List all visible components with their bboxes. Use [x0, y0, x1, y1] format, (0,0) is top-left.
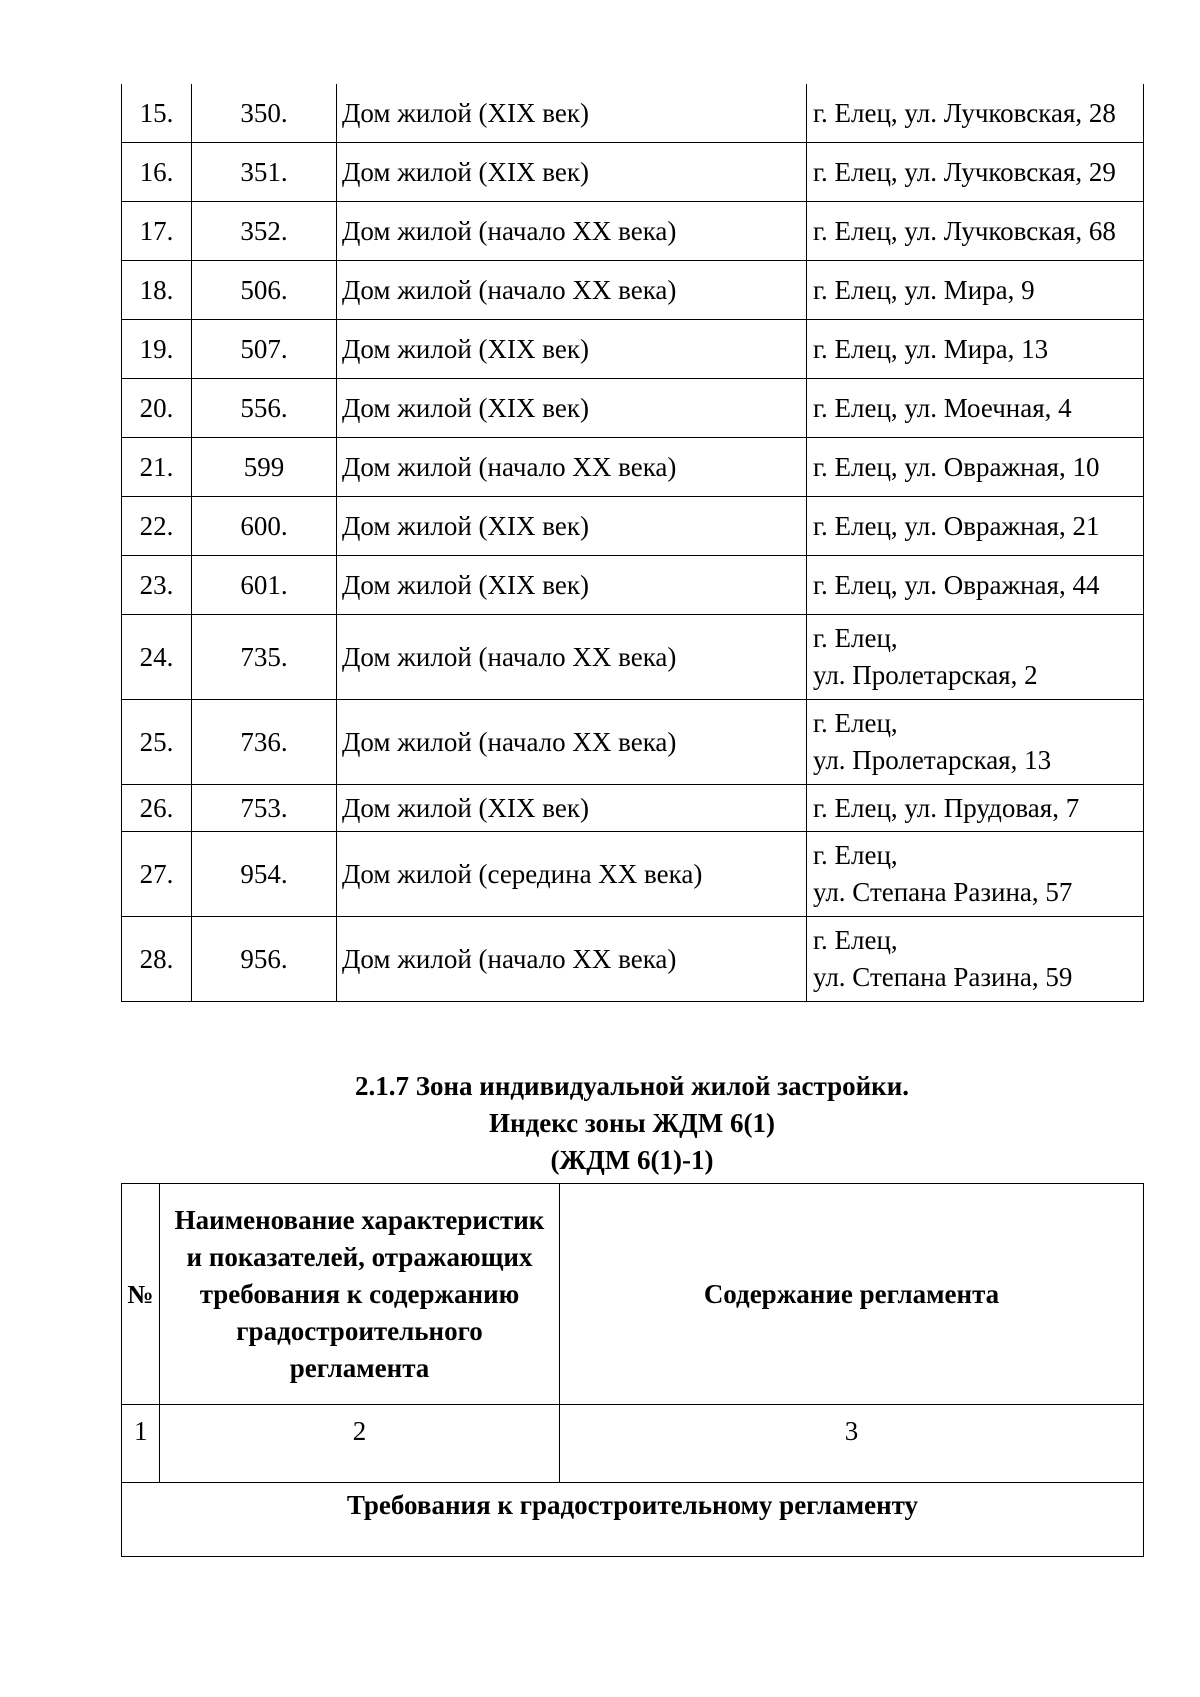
- row-number: 27.: [122, 832, 192, 917]
- address-line: г. Елец,: [813, 840, 898, 870]
- object-name: Дом жилой (середина XX века): [337, 832, 807, 917]
- table-row: [122, 785, 1144, 832]
- object-name: Дом жилой (начало XX века): [337, 615, 807, 700]
- header-number: №: [122, 1184, 160, 1405]
- object-address: [807, 917, 1144, 1002]
- address-line: г. Елец, ул. Овражная, 44: [813, 569, 1100, 600]
- object-name: Дом жилой (XIX век): [337, 84, 807, 143]
- table-row: [122, 438, 1144, 497]
- requirements-row: [122, 1483, 1144, 1557]
- object-address: [807, 320, 1144, 379]
- row-number: 23.: [122, 556, 192, 615]
- object-name: Дом жилой (начало XX века): [337, 438, 807, 497]
- row-number: 21.: [122, 438, 192, 497]
- address-line: г. Елец, ул. Лучковская, 28: [813, 97, 1116, 128]
- regulation-header-row: [122, 1184, 1144, 1405]
- row-number: 24.: [122, 615, 192, 700]
- table-row: [122, 832, 1144, 917]
- zone-subindex: (ЖДМ 6(1)-1): [550, 1145, 714, 1175]
- object-address: [807, 379, 1144, 438]
- object-address: [807, 202, 1144, 261]
- header-content: Содержание регламента: [560, 1184, 1144, 1405]
- row-number: 16.: [122, 143, 192, 202]
- requirements-title: Требования к градостроительному регламенту: [122, 1483, 1144, 1557]
- object-name: Дом жилой (начало XX века): [337, 917, 807, 1002]
- table-row: [122, 556, 1144, 615]
- object-name: Дом жилой (XIX век): [337, 379, 807, 438]
- table-row: [122, 700, 1144, 785]
- address-line: г. Елец, ул. Лучковская, 29: [813, 156, 1116, 187]
- column-number-1: 1: [122, 1405, 160, 1483]
- address-line: г. Елец, ул. Овражная, 21: [813, 510, 1100, 541]
- table-row: [122, 261, 1144, 320]
- address-line: ул. Степана Разина, 59: [813, 962, 1073, 992]
- heritage-objects-table-body: [122, 84, 1144, 1002]
- address-line: г. Елец,: [813, 708, 898, 738]
- object-address: [807, 84, 1144, 143]
- address-line: ул. Пролетарская, 13: [813, 745, 1052, 775]
- address-line: г. Елец,: [813, 925, 898, 955]
- heritage-objects-table: [121, 84, 1144, 1002]
- zone-index: Индекс зоны ЖДМ 6(1): [489, 1108, 775, 1138]
- registry-number: 736.: [192, 700, 337, 785]
- row-number: 19.: [122, 320, 192, 379]
- address-line: ул. Пролетарская, 2: [813, 660, 1038, 690]
- object-address: [807, 438, 1144, 497]
- object-name: Дом жилой (XIX век): [337, 497, 807, 556]
- registry-number: 601.: [192, 556, 337, 615]
- object-address: [807, 832, 1144, 917]
- table-row: [122, 84, 1144, 143]
- object-address: [807, 785, 1144, 832]
- column-numbers-row: [122, 1405, 1144, 1483]
- registry-number: 735.: [192, 615, 337, 700]
- column-number-2: 2: [160, 1405, 560, 1483]
- row-number: 25.: [122, 700, 192, 785]
- object-address: [807, 615, 1144, 700]
- registry-number: 956.: [192, 917, 337, 1002]
- table-row: [122, 143, 1144, 202]
- registry-number: 556.: [192, 379, 337, 438]
- row-number: 22.: [122, 497, 192, 556]
- registry-number: 954.: [192, 832, 337, 917]
- address-line: г. Елец,: [813, 623, 898, 653]
- object-address: [807, 143, 1144, 202]
- table-row: [122, 917, 1144, 1002]
- registry-number: 506.: [192, 261, 337, 320]
- object-name: Дом жилой (начало XX века): [337, 261, 807, 320]
- object-name: Дом жилой (начало XX века): [337, 700, 807, 785]
- table-row: [122, 202, 1144, 261]
- registry-number: 350.: [192, 84, 337, 143]
- object-name: Дом жилой (XIX век): [337, 320, 807, 379]
- address-line: г. Елец, ул. Прудовая, 7: [813, 792, 1080, 823]
- address-line: г. Елец, ул. Лучковская, 68: [813, 215, 1116, 246]
- registry-number: 352.: [192, 202, 337, 261]
- object-address: [807, 556, 1144, 615]
- address-line: г. Елец, ул. Моечная, 4: [813, 392, 1072, 423]
- address-line: г. Елец, ул. Мира, 13: [813, 333, 1049, 364]
- object-address: [807, 261, 1144, 320]
- column-number-3: 3: [560, 1405, 1144, 1483]
- table-row: [122, 379, 1144, 438]
- table-row: [122, 615, 1144, 700]
- object-name: Дом жилой (начало XX века): [337, 202, 807, 261]
- row-number: 15.: [122, 84, 192, 143]
- address-line: г. Елец, ул. Мира, 9: [813, 274, 1035, 305]
- registry-number: 599: [192, 438, 337, 497]
- section-heading: [121, 1068, 1143, 1179]
- address-line: ул. Степана Разина, 57: [813, 877, 1073, 907]
- registry-number: 351.: [192, 143, 337, 202]
- header-characteristics: Наименование характеристик и показателей, отражающих требования к содержанию градостроительного регламента: [160, 1184, 560, 1405]
- object-address: [807, 700, 1144, 785]
- address-line: г. Елец, ул. Овражная, 10: [813, 451, 1100, 482]
- row-number: 26.: [122, 785, 192, 832]
- registry-number: 753.: [192, 785, 337, 832]
- object-address: [807, 497, 1144, 556]
- row-number: 17.: [122, 202, 192, 261]
- row-number: 28.: [122, 917, 192, 1002]
- table-row: [122, 320, 1144, 379]
- object-name: Дом жилой (XIX век): [337, 143, 807, 202]
- row-number: 20.: [122, 379, 192, 438]
- object-name: Дом жилой (XIX век): [337, 556, 807, 615]
- row-number: 18.: [122, 261, 192, 320]
- table-row: [122, 497, 1144, 556]
- registry-number: 507.: [192, 320, 337, 379]
- regulation-table: [121, 1183, 1144, 1557]
- registry-number: 600.: [192, 497, 337, 556]
- object-name: Дом жилой (XIX век): [337, 785, 807, 832]
- section-title: 2.1.7 Зона индивидуальной жилой застройки.: [354, 1071, 910, 1101]
